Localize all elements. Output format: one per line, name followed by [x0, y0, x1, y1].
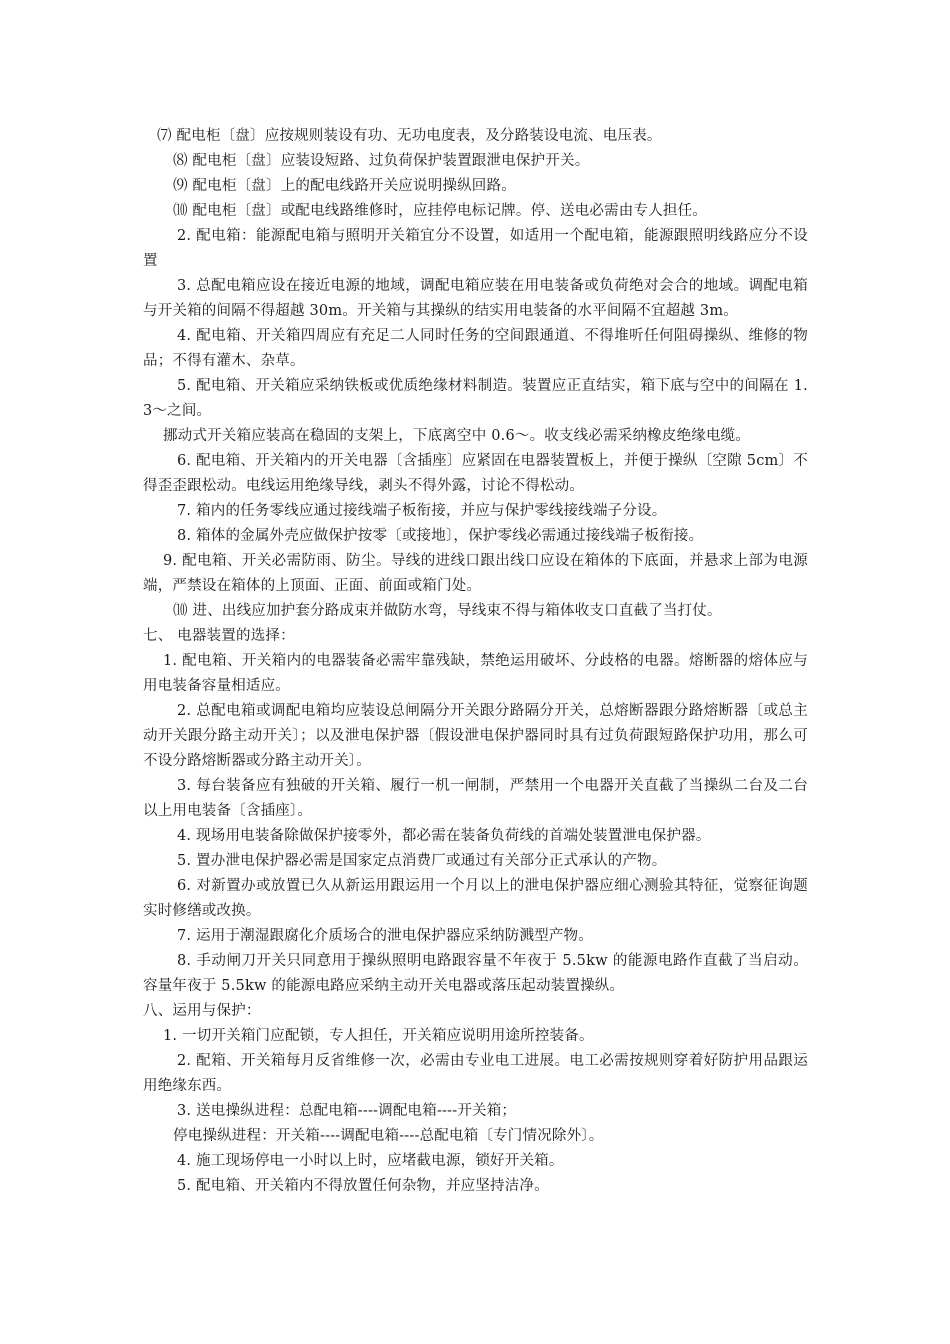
paragraph: 4. 施工现场停电一小时以上时，应堵截电源，锁好开关箱。 — [177, 1153, 564, 1169]
paragraph: 8. 手动闸刀开关只同意用于操纵照明电路跟容量不年夜于 5.5kw 的能源电路作直截了当启动。容量年夜于 5.5kw 的能源电路应采纳主动开关电器或落压起动装置操纵。 — [143, 953, 808, 994]
document-body — [143, 124, 808, 1199]
paragraph: 6. 配电箱、开关箱内的开关电器〔含插座〕应紧固在电器装置板上，并便于操纵〔空隙 5cm〕不得歪歪跟松动。电线运用绝缘导线，剥头不得外露，讨论不得松动。 — [143, 453, 808, 494]
paragraph: ⑽ 配电柜〔盘〕或配电线路维修时，应挂停电标记牌。停、送电必需由专人担任。 — [173, 203, 708, 219]
paragraph: 3. 总配电箱应设在接近电源的地域，调配电箱应装在用电装备或负荷绝对会合的地域。调配电箱与开关箱的间隔不得超越 30m。开关箱与其操纵的结实用电装备的水平间隔不宜超越 3m。 — [143, 278, 808, 319]
paragraph: 2. 总配电箱或调配电箱均应装设总闸隔分开关跟分路隔分开关，总熔断器跟分路熔断器〔或总主动开关跟分路主动开关〕；以及泄电保护器〔假设泄电保护器同时具有过负荷跟短路保护功用，那么可不设分路熔断器或分路主动开关〕。 — [143, 703, 808, 769]
paragraph: 9. 配电箱、开关必需防雨、防尘。导线的进线口跟出线口应设在箱体的下底面，并悬求上部为电源端，严禁设在箱体的上顶面、正面、前面或箱门处。 — [143, 553, 808, 594]
section-heading: 七、 电器装置的选择： — [143, 628, 295, 644]
paragraph: 停电操纵进程：开关箱----调配电箱----总配电箱〔专门情况除外〕。 — [173, 1128, 604, 1144]
paragraph: 2. 配电箱：能源配电箱与照明开关箱宜分不设置，如适用一个配电箱，能源跟照明线路应分不设置 — [143, 228, 808, 269]
paragraph: 7. 箱内的任务零线应通过接线端子板衔接，并应与保护零线接线端子分设。 — [177, 503, 667, 519]
paragraph: 5. 置办泄电保护器必需是国家定点消费厂或通过有关部分正式承认的产物。 — [177, 853, 667, 869]
paragraph: ⑻ 配电柜〔盘〕应装设短路、过负荷保护装置跟泄电保护开关。 — [173, 153, 590, 169]
section-heading: 八、运用与保护： — [143, 1003, 261, 1019]
paragraph: 1. 配电箱、开关箱内的电器装备必需牢靠残缺，禁绝运用破坏、分歧格的电器。熔断器的熔体应与用电装备容量相适应。 — [143, 653, 808, 694]
paragraph: 4. 配电箱、开关箱四周应有充足二人同时任务的空间跟通道、不得堆听任何阻碍操纵、维修的物品；不得有灌木、杂草。 — [143, 328, 808, 369]
paragraph: 8. 箱体的金属外壳应做保护按零〔或接地〕，保护零线必需通过接线端子板衔接。 — [177, 528, 704, 544]
paragraph: 5. 配电箱、开关箱内不得放置任何杂物，并应坚持洁净。 — [177, 1178, 549, 1194]
paragraph: 3. 每台装备应有独破的开关箱、履行一机一闸制，严禁用一个电器开关直截了当操纵二台及二台以上用电装备〔含插座〕。 — [143, 778, 808, 819]
paragraph: 6. 对新置办或放置已久从新运用跟运用一个月以上的泄电保护器应细心测验其特征，觉察征询题实时修缮或改换。 — [143, 878, 808, 919]
paragraph: 5. 配电箱、开关箱应采纳铁板或优质绝缘材料制造。装置应正直结实，箱下底与空中的间隔在 1.3～之间。 — [143, 378, 808, 419]
paragraph: ⑺ 配电柜〔盘〕应按规则装设有功、无功电度表，及分路装设电流、电压表。 — [157, 128, 662, 144]
paragraph: 挪动式开关箱应装高在稳固的支架上，下底离空中 0.6～。收支线必需采纳橡皮绝缘电缆。 — [163, 428, 751, 444]
paragraph: 3. 送电操纵进程：总配电箱----调配电箱----开关箱； — [177, 1103, 517, 1119]
paragraph: 1. 一切开关箱门应配锁，专人担任，开关箱应说明用途所控装备。 — [163, 1028, 594, 1044]
paragraph: 7. 运用于潮湿跟腐化介质场合的泄电保护器应采纳防溅型产物。 — [177, 928, 593, 944]
paragraph: 4. 现场用电装备除做保护接零外，都必需在装备负荷线的首端处装置泄电保护器。 — [177, 828, 711, 844]
paragraph: ⑼ 配电柜〔盘〕上的配电线路开关应说明操纵回路。 — [173, 178, 516, 194]
paragraph: ⑽ 进、出线应加护套分路成束并做防水弯，导线束不得与箱体收支口直截了当打仗。 — [173, 603, 722, 619]
paragraph: 2. 配箱、开关箱每月反省维修一次，必需由专业电工进展。电工必需按规则穿着好防护用品跟运用绝缘东西。 — [143, 1053, 808, 1094]
